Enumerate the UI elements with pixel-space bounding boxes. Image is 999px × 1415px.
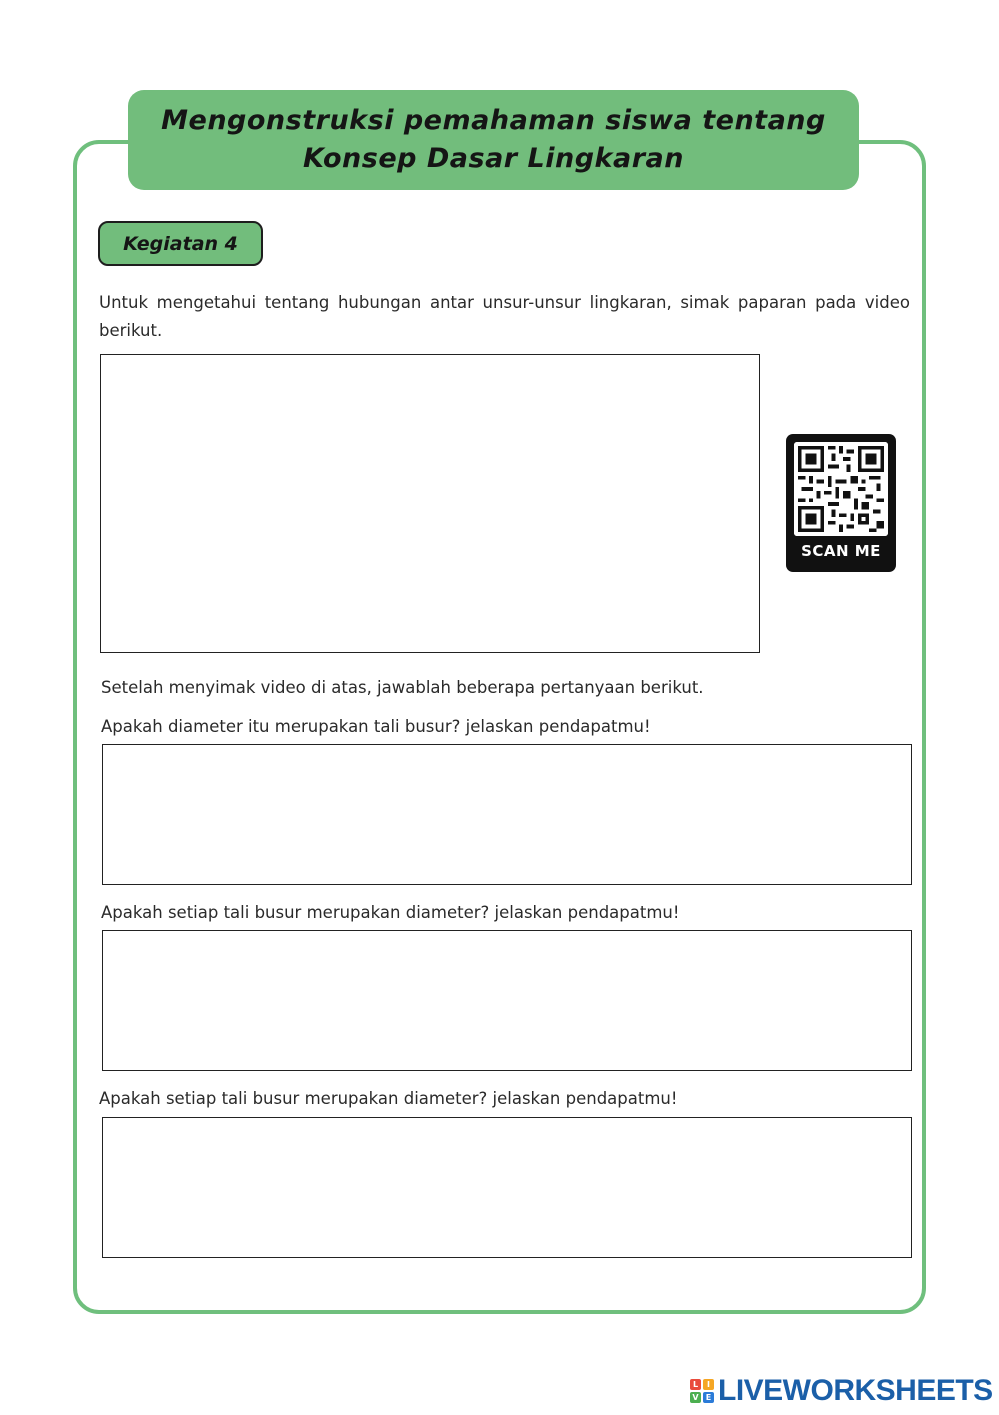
activity-badge-label: Kegiatan 4: [123, 232, 238, 255]
brand-name: LIVEWORKSHEETS: [718, 1374, 993, 1407]
question-1-text: Apakah diameter itu merupakan tali busur? jelaskan pendapatmu!: [101, 717, 651, 736]
qr-code-card[interactable]: [786, 434, 896, 572]
qr-scan-label: SCAN ME: [801, 542, 881, 560]
page-title: Mengonstruksi pemahaman siswa tentang Konsep Dasar Lingkaran: [161, 105, 826, 174]
logo-tile: E: [703, 1392, 714, 1403]
answer-box-1[interactable]: [102, 744, 912, 885]
question-2-text: Apakah setiap tali busur merupakan diameter? jelaskan pendapatmu!: [101, 903, 680, 922]
liveworksheets-logo-icon: [690, 1379, 714, 1403]
answer-box-3[interactable]: [102, 1117, 912, 1258]
logo-tile: I: [703, 1379, 714, 1390]
logo-tile: V: [690, 1392, 701, 1403]
activity-badge: [98, 221, 263, 266]
title-banner: [128, 90, 859, 190]
qr-code-icon: [794, 442, 888, 536]
logo-tile: L: [690, 1379, 701, 1390]
answer-box-2[interactable]: [102, 930, 912, 1071]
instruction-text: Setelah menyimak video di atas, jawablah beberapa pertanyaan berikut.: [101, 678, 704, 697]
question-3-text: Apakah setiap tali busur merupakan diameter? jelaskan pendapatmu!: [99, 1089, 678, 1108]
video-embed[interactable]: [100, 354, 760, 653]
intro-text: Untuk mengetahui tentang hubungan antar unsur-unsur lingkaran, simak paparan pada video berikut.: [99, 293, 910, 340]
liveworksheets-brand[interactable]: [690, 1373, 993, 1409]
